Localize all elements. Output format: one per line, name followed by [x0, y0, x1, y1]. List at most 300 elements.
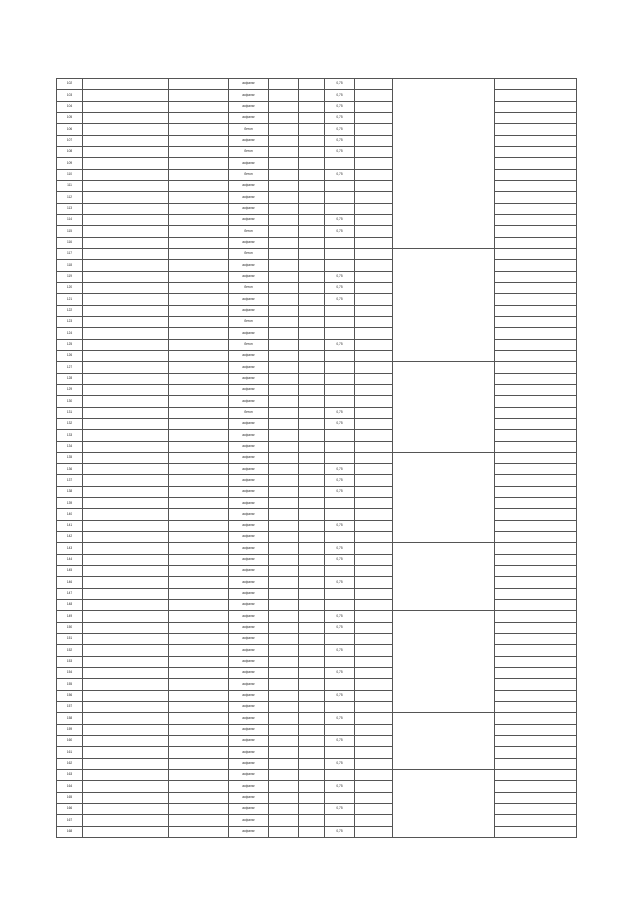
table-row [57, 713, 577, 724]
blank-cell [355, 79, 393, 90]
coords-cell [169, 554, 229, 565]
registry-sheet [56, 78, 576, 838]
volume-cell: 0,75 [325, 169, 355, 180]
coords-cell [169, 237, 229, 248]
table-row [57, 679, 577, 690]
blank-cell [355, 282, 393, 293]
blank-cell [355, 804, 393, 815]
source-cell [495, 475, 577, 486]
containers-cell [299, 203, 325, 214]
address-cell [83, 543, 169, 554]
volume-cell: 0,75 [325, 475, 355, 486]
blank-cell [355, 452, 393, 463]
row-number: 143 [57, 543, 83, 554]
source-cell [495, 486, 577, 497]
source-cell [495, 498, 577, 509]
cover-cell: асфальт [229, 441, 269, 452]
cover-cell: асфальт [229, 464, 269, 475]
address-cell [83, 373, 169, 384]
coords-cell [169, 566, 229, 577]
row-number: 156 [57, 690, 83, 701]
row-number: 117 [57, 248, 83, 259]
containers-cell [299, 407, 325, 418]
source-cell [495, 690, 577, 701]
containers-cell [299, 736, 325, 747]
coords-cell [169, 339, 229, 350]
address-cell [83, 600, 169, 611]
containers-cell [299, 509, 325, 520]
volume-cell [325, 679, 355, 690]
table-row [57, 158, 577, 169]
area-cell [269, 724, 299, 735]
area-cell [269, 792, 299, 803]
area-cell [269, 498, 299, 509]
volume-cell: 0,75 [325, 804, 355, 815]
cover-cell: асфальт [229, 79, 269, 90]
source-cell [495, 203, 577, 214]
row-number: 165 [57, 792, 83, 803]
volume-cell [325, 237, 355, 248]
blank-cell [355, 260, 393, 271]
source-cell [495, 554, 577, 565]
coords-cell [169, 146, 229, 157]
area-cell [269, 815, 299, 826]
containers-cell [299, 690, 325, 701]
row-number: 122 [57, 305, 83, 316]
containers-cell [299, 656, 325, 667]
blank-cell [355, 668, 393, 679]
coords-cell [169, 101, 229, 112]
table-row [57, 90, 577, 101]
cover-cell: асфальт [229, 577, 269, 588]
containers-cell [299, 464, 325, 475]
volume-cell [325, 724, 355, 735]
coords-cell [169, 441, 229, 452]
address-cell [83, 656, 169, 667]
cover-cell: асфальт [229, 305, 269, 316]
cover-cell: асфальт [229, 690, 269, 701]
table-row [57, 724, 577, 735]
cover-cell: асфальт [229, 543, 269, 554]
area-cell [269, 407, 299, 418]
table-row [57, 79, 577, 90]
table-row [57, 384, 577, 395]
row-number: 115 [57, 226, 83, 237]
area-cell [269, 282, 299, 293]
row-number: 114 [57, 214, 83, 225]
table-row [57, 577, 577, 588]
address-cell [83, 407, 169, 418]
address-cell [83, 452, 169, 463]
volume-cell: 0,75 [325, 271, 355, 282]
source-cell [495, 758, 577, 769]
volume-cell: 0,75 [325, 520, 355, 531]
table-row [57, 792, 577, 803]
containers-cell [299, 713, 325, 724]
volume-cell: 0,75 [325, 294, 355, 305]
blank-cell [355, 724, 393, 735]
coords-cell [169, 792, 229, 803]
area-cell [269, 554, 299, 565]
coords-cell [169, 600, 229, 611]
cover-cell: асфальт [229, 158, 269, 169]
area-cell [269, 373, 299, 384]
cover-cell: асфальт [229, 736, 269, 747]
containers-cell [299, 668, 325, 679]
area-cell [269, 475, 299, 486]
row-number: 135 [57, 452, 83, 463]
row-number: 133 [57, 430, 83, 441]
containers-cell [299, 328, 325, 339]
volume-cell: 0,75 [325, 124, 355, 135]
row-number: 113 [57, 203, 83, 214]
blank-cell [355, 588, 393, 599]
cover-cell: асфальт [229, 350, 269, 361]
cover-cell: асфальт [229, 214, 269, 225]
containers-cell [299, 294, 325, 305]
row-number: 139 [57, 498, 83, 509]
source-cell [495, 226, 577, 237]
blank-cell [355, 237, 393, 248]
volume-cell: 0,75 [325, 407, 355, 418]
cover-cell: асфальт [229, 90, 269, 101]
containers-cell [299, 384, 325, 395]
area-cell [269, 158, 299, 169]
cover-cell: асфальт [229, 611, 269, 622]
source-cell [495, 271, 577, 282]
containers-cell [299, 566, 325, 577]
row-number: 127 [57, 362, 83, 373]
row-number: 102 [57, 79, 83, 90]
table-row [57, 588, 577, 599]
containers-cell [299, 452, 325, 463]
coords-cell [169, 248, 229, 259]
table-row [57, 554, 577, 565]
containers-cell [299, 622, 325, 633]
cover-cell: асфальт [229, 328, 269, 339]
address-cell [83, 226, 169, 237]
table-row [57, 248, 577, 259]
cover-cell: асфальт [229, 713, 269, 724]
address-cell [83, 430, 169, 441]
volume-cell: 0,75 [325, 758, 355, 769]
coords-cell [169, 679, 229, 690]
source-cell [495, 396, 577, 407]
address-cell [83, 384, 169, 395]
address-cell [83, 396, 169, 407]
row-number: 150 [57, 622, 83, 633]
source-cell [495, 532, 577, 543]
table-row [57, 702, 577, 713]
address-cell [83, 770, 169, 781]
cover-cell: асфальт [229, 600, 269, 611]
containers-cell [299, 475, 325, 486]
blank-cell [355, 146, 393, 157]
address-cell [83, 135, 169, 146]
volume-cell [325, 192, 355, 203]
volume-cell: 0,75 [325, 112, 355, 123]
coords-cell [169, 328, 229, 339]
volume-cell: 0,75 [325, 282, 355, 293]
coords-cell [169, 282, 229, 293]
containers-cell [299, 430, 325, 441]
table-row [57, 316, 577, 327]
area-cell [269, 532, 299, 543]
row-number: 140 [57, 509, 83, 520]
cover-cell: бетон [229, 282, 269, 293]
volume-cell [325, 362, 355, 373]
row-number: 116 [57, 237, 83, 248]
area-cell [269, 203, 299, 214]
area-cell [269, 566, 299, 577]
source-cell [495, 815, 577, 826]
table-row [57, 509, 577, 520]
containers-cell [299, 532, 325, 543]
table-row [57, 452, 577, 463]
address-cell [83, 588, 169, 599]
containers-cell [299, 339, 325, 350]
table-row [57, 396, 577, 407]
containers-cell [299, 373, 325, 384]
coords-cell [169, 634, 229, 645]
address-cell [83, 214, 169, 225]
cover-cell: асфальт [229, 135, 269, 146]
cover-cell: асфальт [229, 622, 269, 633]
volume-cell [325, 588, 355, 599]
table-row [57, 668, 577, 679]
coords-cell [169, 690, 229, 701]
blank-cell [355, 362, 393, 373]
area-cell [269, 214, 299, 225]
row-number: 162 [57, 758, 83, 769]
blank-cell [355, 702, 393, 713]
blank-cell [355, 430, 393, 441]
table-row [57, 135, 577, 146]
cover-cell: асфальт [229, 758, 269, 769]
table-row [57, 260, 577, 271]
blank-cell [355, 747, 393, 758]
area-cell [269, 90, 299, 101]
coords-cell [169, 577, 229, 588]
area-cell [269, 339, 299, 350]
blank-cell [355, 384, 393, 395]
source-cell [495, 736, 577, 747]
coords-cell [169, 180, 229, 191]
row-number: 144 [57, 554, 83, 565]
volume-cell: 0,75 [325, 79, 355, 90]
source-cell [495, 362, 577, 373]
area-cell [269, 441, 299, 452]
address-cell [83, 316, 169, 327]
source-cell [495, 668, 577, 679]
table-row [57, 656, 577, 667]
cover-cell: асфальт [229, 679, 269, 690]
row-number: 109 [57, 158, 83, 169]
coords-cell [169, 362, 229, 373]
blank-cell [355, 781, 393, 792]
source-cell [495, 248, 577, 259]
table-row [57, 146, 577, 157]
area-cell [269, 656, 299, 667]
coords-cell [169, 736, 229, 747]
containers-cell [299, 645, 325, 656]
containers-cell [299, 600, 325, 611]
cover-cell: асфальт [229, 645, 269, 656]
volume-cell [325, 396, 355, 407]
table-row [57, 441, 577, 452]
address-cell [83, 577, 169, 588]
source-cell [495, 260, 577, 271]
address-cell [83, 668, 169, 679]
cover-cell: асфальт [229, 804, 269, 815]
containers-cell [299, 724, 325, 735]
row-number: 138 [57, 486, 83, 497]
area-cell [269, 826, 299, 837]
source-cell [495, 770, 577, 781]
containers-cell [299, 260, 325, 271]
coords-cell [169, 645, 229, 656]
address-cell [83, 815, 169, 826]
source-cell [495, 611, 577, 622]
source-cell [495, 464, 577, 475]
address-cell [83, 101, 169, 112]
blank-cell [355, 158, 393, 169]
volume-cell: 0,75 [325, 101, 355, 112]
volume-cell: 0,75 [325, 339, 355, 350]
blank-cell [355, 418, 393, 429]
table-row [57, 282, 577, 293]
containers-cell [299, 498, 325, 509]
coords-cell [169, 158, 229, 169]
row-number: 158 [57, 713, 83, 724]
volume-cell: 0,75 [325, 214, 355, 225]
blank-cell [355, 305, 393, 316]
table-row [57, 622, 577, 633]
cover-cell: бетон [229, 124, 269, 135]
coords-cell [169, 135, 229, 146]
row-number: 149 [57, 611, 83, 622]
containers-cell [299, 441, 325, 452]
coords-cell [169, 305, 229, 316]
cover-cell: асфальт [229, 702, 269, 713]
address-cell [83, 532, 169, 543]
cover-cell: асфальт [229, 192, 269, 203]
blank-cell [355, 520, 393, 531]
cover-cell: бетон [229, 226, 269, 237]
table-row [57, 430, 577, 441]
coords-cell [169, 214, 229, 225]
source-cell [495, 577, 577, 588]
blank-cell [355, 815, 393, 826]
containers-cell [299, 792, 325, 803]
table-row [57, 464, 577, 475]
containers-cell [299, 543, 325, 554]
table-row [57, 101, 577, 112]
address-cell [83, 804, 169, 815]
cover-cell: бетон [229, 407, 269, 418]
table-row [57, 112, 577, 123]
volume-cell: 0,75 [325, 543, 355, 554]
containers-cell [299, 781, 325, 792]
source-cell [495, 79, 577, 90]
area-cell [269, 328, 299, 339]
volume-cell: 0,75 [325, 645, 355, 656]
area-cell [269, 804, 299, 815]
cover-cell: асфальт [229, 520, 269, 531]
source-cell [495, 305, 577, 316]
volume-cell [325, 770, 355, 781]
volume-cell: 0,75 [325, 577, 355, 588]
organization-cell [393, 362, 495, 453]
volume-cell [325, 203, 355, 214]
area-cell [269, 305, 299, 316]
cover-cell: асфальт [229, 396, 269, 407]
blank-cell [355, 316, 393, 327]
blank-cell [355, 486, 393, 497]
blank-cell [355, 826, 393, 837]
blank-cell [355, 169, 393, 180]
address-cell [83, 724, 169, 735]
blank-cell [355, 532, 393, 543]
volume-cell [325, 452, 355, 463]
table-row [57, 690, 577, 701]
table-row [57, 747, 577, 758]
volume-cell [325, 792, 355, 803]
row-number: 152 [57, 645, 83, 656]
containers-cell [299, 554, 325, 565]
volume-cell: 0,75 [325, 622, 355, 633]
source-cell [495, 146, 577, 157]
table-row [57, 600, 577, 611]
table-row [57, 781, 577, 792]
table-row [57, 498, 577, 509]
volume-cell: 0,75 [325, 826, 355, 837]
table-row [57, 180, 577, 191]
coords-cell [169, 668, 229, 679]
blank-cell [355, 407, 393, 418]
volume-cell: 0,75 [325, 418, 355, 429]
containers-cell [299, 146, 325, 157]
cover-cell: асфальт [229, 588, 269, 599]
address-cell [83, 418, 169, 429]
blank-cell [355, 180, 393, 191]
volume-cell: 0,75 [325, 736, 355, 747]
organization-cell [393, 611, 495, 713]
volume-cell [325, 430, 355, 441]
row-number: 120 [57, 282, 83, 293]
blank-cell [355, 770, 393, 781]
source-cell [495, 294, 577, 305]
containers-cell [299, 350, 325, 361]
blank-cell [355, 248, 393, 259]
source-cell [495, 645, 577, 656]
row-number: 155 [57, 679, 83, 690]
area-cell [269, 622, 299, 633]
area-cell [269, 146, 299, 157]
address-cell [83, 747, 169, 758]
table-row [57, 339, 577, 350]
source-cell [495, 747, 577, 758]
address-cell [83, 486, 169, 497]
containers-cell [299, 679, 325, 690]
blank-cell [355, 339, 393, 350]
volume-cell [325, 350, 355, 361]
source-cell [495, 804, 577, 815]
source-cell [495, 826, 577, 837]
source-cell [495, 124, 577, 135]
table-row [57, 566, 577, 577]
coords-cell [169, 396, 229, 407]
